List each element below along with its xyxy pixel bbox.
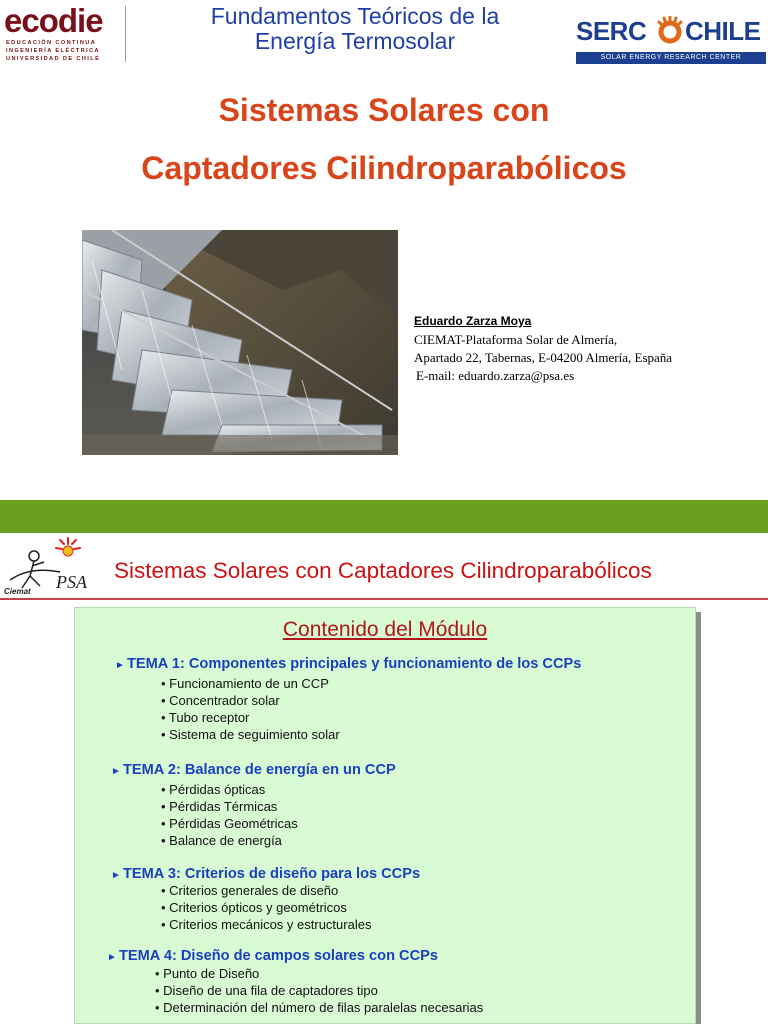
tema-3-heading [111, 866, 420, 882]
list-item: • Diseño de una fila de captadores tipo [155, 983, 378, 998]
content-box-title: Contenido del Módulo [282, 618, 488, 641]
course-title [160, 4, 550, 54]
bullet-arrow-icon: ► [115, 660, 125, 671]
slide-title: Sistemas Solares con Captadores Cilindroparabólicos [114, 558, 652, 583]
header-divider [125, 6, 126, 62]
list-item: • Pérdidas Geométricas [161, 816, 298, 831]
list-item: • Criterios mecánicos y estructurales [161, 917, 372, 932]
tema-3-label: TEMA 3: Criterios de diseño para los CCPs [123, 866, 421, 882]
list-item: • Funcionamiento de un CCP [161, 676, 329, 691]
cover-title-line-1: Sistemas Solares con [218, 92, 550, 128]
bullet-arrow-icon: ► [111, 870, 121, 881]
header-bar [0, 0, 768, 68]
psa-label: PSA [56, 572, 87, 592]
tema-1-items [161, 675, 340, 743]
serc-wordmark: SERC [576, 16, 647, 46]
ecodie-wordmark: ecodie [4, 2, 103, 39]
content-box [74, 607, 696, 1024]
author-block [414, 314, 672, 385]
chile-wordmark: CHILE [685, 16, 761, 46]
tema-2-label: TEMA 2: Balance de energía en un CCP [123, 762, 396, 778]
list-item: • Tubo receptor [161, 710, 250, 725]
tema-4-heading [107, 948, 438, 964]
list-item: • Criterios ópticos y geométricos [161, 900, 347, 915]
content-box-shadow [696, 612, 701, 1024]
tema-4-items [155, 965, 483, 1016]
course-title-line-2: Energía Termosolar [254, 28, 456, 54]
ecodie-line-2: INGENIERÍA ELÉCTRICA [6, 48, 100, 54]
author-affiliation: CIEMAT-Plataforma Solar de Almería, [414, 332, 618, 347]
serc-chile-logo [572, 10, 768, 66]
bullet-arrow-icon: ► [107, 952, 117, 963]
slide-title-rule [0, 598, 768, 600]
list-item: • Determinación del número de filas paralelas necesarias [155, 1000, 484, 1015]
list-item: • Criterios generales de diseño [161, 883, 339, 898]
author-email: E-mail: eduardo.zarza@psa.es [416, 368, 575, 383]
tema-4-label: TEMA 4: Diseño de campos solares con CCPs [119, 948, 438, 964]
tema-2-items [161, 781, 298, 849]
psa-ciemat-logo [0, 536, 104, 596]
author-address: Apartado 22, Tabernas, E-04200 Almería, España [414, 350, 673, 365]
tema-1-label: TEMA 1: Componentes principales y funcionamiento de los CCPs [127, 656, 582, 672]
tema-2-heading [111, 762, 396, 778]
ecodie-line-1: EDUCACIÓN CONTINUA [6, 40, 97, 46]
sun-icon [655, 16, 685, 46]
bullet-arrow-icon: ► [111, 766, 121, 777]
tema-1-heading [115, 656, 581, 672]
list-item: • Concentrador solar [161, 693, 280, 708]
list-item: • Balance de energía [161, 833, 282, 848]
course-title-line-1: Fundamentos Teóricos de la [210, 3, 500, 29]
author-name: Eduardo Zarza Moya [414, 314, 532, 328]
list-item: • Punto de Diseño [155, 966, 260, 981]
serc-tagline: SOLAR ENERGY RESEARCH CENTER [576, 52, 766, 64]
ecodie-logo [4, 2, 128, 64]
list-item: • Sistema de seguimiento solar [161, 727, 340, 742]
list-item: • Pérdidas ópticas [161, 782, 266, 797]
ecodie-line-3: UNIVERSIDAD DE CHILE [6, 56, 101, 62]
cover-title-line-2: Captadores Cilindroparabólicos [141, 150, 627, 186]
section-divider-band [0, 500, 768, 533]
parabolic-trough-photo [82, 230, 398, 455]
tema-3-items [161, 882, 371, 933]
list-item: • Pérdidas Térmicas [161, 799, 278, 814]
ciemat-label: Ciemat [4, 587, 31, 596]
